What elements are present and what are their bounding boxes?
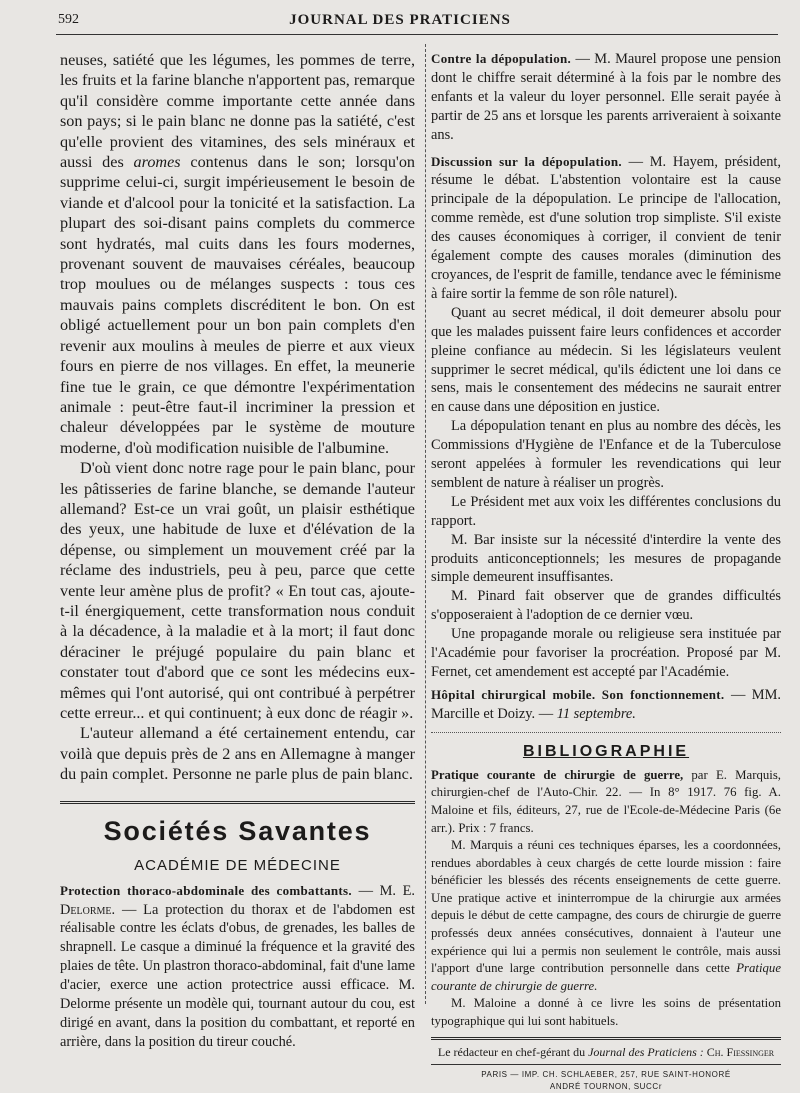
bibliography-rule (431, 732, 781, 733)
depopulation-paragraph (431, 50, 781, 145)
emphasis: aromes (133, 153, 181, 172)
text-run: neuses, satiété que les légumes, les pommes de terre, les fruits et la farine blanche n'apportent pas, remarque qu'il considère comme importante cette année dans son pays; si le pain blanc ne donne pas la satiété, c'est qu'elle provient des vitamines, des sels minéraux et aussi des (60, 51, 415, 172)
discussion-heading: Discussion sur la dépopulation. (431, 153, 622, 169)
text-run: — La protection du thorax et de l'abdomen est réalisable contre les éclats d'obus, de grenades, les balles de shrapnell. Le casque a diminué la fréquence et la gravité des plaies de tête. Un plastron thoraco-abdominal, fait d'une lame d'acier, exerce une action protectrice aussi efficace. M. Delorme présente un modèle qui, tournant autour du cou, est dirigé en avant, dans la position du combattant, et reporté en arrière, dans la position du tireur couché. (60, 901, 415, 1050)
text-run: — M. Hayem, président, résume le débat. L'abstention volontaire est la cause principale de la dépopulation. Le principe de l'allocation, comme remède, est d'une solution trop simpliste. S'il existe des causes économiques à corriger, il convient de tenir également compte des causes morales (diminution des croyances, de l'esprit de famille, tendance avec le féminisme à faire sortir la femme de son rôle naturel). (431, 153, 781, 302)
book-paragraph (431, 767, 781, 837)
page-number: 592 (58, 12, 79, 27)
book-title: Pratique courante de chirurgie de guerre, (431, 767, 684, 782)
header-rule (56, 34, 778, 35)
academie-title: ACADÉMIE DE MÉDECINE (134, 856, 341, 874)
text-run: Le rédacteur en chef-gérant du (437, 1044, 586, 1059)
propagande-paragraph: Une propagande morale ou religieuse sera instituée par l'Académie pour favoriser la procréation. Proposé par M. Fernet, cet amendement est accepté par l'Académie. (431, 626, 781, 680)
pinard-paragraph: M. Pinard fait observer que de grandes difficultés s'opposeraient à l'adoption de ce dernier vœu. (431, 588, 781, 624)
text-run: — MM. Marcille et Doizy. — (431, 686, 781, 722)
maloine-paragraph: M. Maloine a donné à ce livre les soins de présentation typographique qui lui sont habituels. (431, 996, 781, 1029)
discussion-paragraph (431, 153, 781, 304)
protection-paragraph: Protection thoraco-abdominale des combattants. — M. E. Delorme. — La protection du thorax et de l'abdomen est réalisable contre les éclats d'obus, de grenades, les balles de shrapnell. Le casque a diminué la fréquence et la gravité des plaies de tête. Un plastron thoraco-abdominal, fait d'une lame d'acier, exerce une action protectrice aussi efficace. M. Delorme présente un modèle qui, tournant autour du cou, est dirigé en avant, dans la position du combattant, et reporté en arrière, dans la position du tireur couché. (60, 882, 415, 1050)
hopital-paragraph (431, 686, 781, 724)
right-column (431, 50, 781, 1093)
bar-paragraph: M. Bar insiste sur la nécessité d'interdire la vente des produits anticonceptionnels; les mesures de propagande simple demeurent insuffisantes. (431, 531, 781, 586)
journal-title: JOURNAL DES PRATICIENS (289, 12, 511, 28)
emphasis: Pratique courante de chirurgie de guerre. (431, 961, 782, 993)
text-run: — M. Maurel propose une pension dont le chiffre serait déterminé à la fois par le nombre des enfants et la valeur du loyer personnel. Elle serait payée à partir de 25 ans et lorsque les parents arriveraient à soixante ans. (431, 51, 781, 143)
marquis-paragraph (431, 837, 781, 995)
hopital-date: 11 septembre. (556, 705, 636, 722)
editor-name: Ch. Fiessinger (706, 1044, 775, 1059)
societes-savantes-title: Sociétés Savantes (103, 815, 372, 846)
redacteur-line (431, 1044, 781, 1062)
journal-name: Journal des Praticiens : (588, 1044, 704, 1059)
footer-rule (431, 1037, 781, 1040)
hopital-heading: Hôpital chirurgical mobile. Son fonctionnement. (431, 686, 725, 702)
bread-paragraph-3: L'auteur allemand a été certainement entendu, car voilà que depuis près de 2 ans en Allemagne à manger du pain complet. Personne ne parle plus de pain blanc. (60, 724, 415, 784)
depopulation-heading: Contre la dépopulation. (431, 51, 572, 66)
protection-heading: Protection thoraco-abdominale des combattants. (60, 882, 352, 898)
bread-paragraph-1 (60, 50, 415, 458)
imprint-line-2: ANDRÉ TOURNON, SUCCr (549, 1082, 663, 1092)
bread-paragraph-2: D'où vient donc notre rage pour le pain blanc, pour les pâtisseries de farine blanche, se demande l'auteur allemand? Est-ce un vrai goût, un plaisir esthétique des yeux, une habitude de luxe et d'élévation de la dépense, ou simplement un mouvement créé par la réclame des industriels, peu à peu, parce que cette vente leur amène plus de profit? « En tout cas, ajoute-t-il énergiquement, cette transformation nous conduit à la décadence, à la maladie et à la mort; il faut donc déraciner le préjugé populaire du pain blanc et constater tout d'abord que ce sont les médecins eux-mêmes qui l'ont autorisé, qui ont contribué à perpétrer cette erreur... et qui continuent; à eux donc de réagir ». (60, 459, 415, 722)
page-header (0, 8, 800, 36)
protection-author: M. E. Delorme. (60, 882, 415, 918)
imprint-rule (431, 1064, 781, 1065)
section-rule (60, 801, 415, 804)
bibliographie-title: BIBLIOGRAPHIE (522, 742, 690, 760)
left-column (60, 50, 415, 1052)
column-divider (425, 44, 426, 1004)
president-paragraph: Le Président met aux voix les différentes conclusions du rapport. (431, 493, 781, 529)
secret-paragraph: Quant au secret médical, il doit demeurer absolu pour que les malades puissent faire leurs confidences et accorder pleine confiance au médecin. Si les législateurs veulent supprimer le secret médical, qu'ils édictent une loi dans ce sens, mais le consentement des médecins ne saurait entrer en cause dans une déposition en justice. (431, 304, 781, 416)
imprint-line-1: PARIS — IMP. CH. SCHLAEBER, 257, RUE SAINT-HONORÉ (481, 1070, 731, 1080)
text-run: contenus dans le son; lorsqu'on supprime celui-ci, surgit impérieusement le besoin de viande et d'alcool pour la tonicité et la satisfaction. La plupart des soi-disant pains complets du commerce sont hydratés, mal cuits dans les fours modernes, provenant souvent de mauvaises céréales, beaucoup trop moulues ou de mélanges suspects : tous ces mauvais pains complets discréditent le bon. On est obligé actuellement pour un bon pain complets d'en revenir aux moulins à meules de pierre et aux vieux fours en pierre de nos villages. En effet, la meunerie fine tue le grain, ce que démontre l'expérimentation animale : peut-être faut-il incriminer la pression et chaleur développées par le système de mouture moderne, d'où modification nuisible de l'albumine. (60, 153, 416, 457)
depopulation-2-paragraph: La dépopulation tenant en plus au nombre des décès, les Commissions d'Hygiène de l'Enfance et de la Tuberculose seront appelées à formuler les revendications qui leur semblent de nature à réaliser un progrès. (431, 418, 781, 491)
text-run: par E. Marquis, chirurgien-chef de l'Auto-Chir. 22. — In 8° 1917. 76 fig. A. Maloine et fils, éditeurs, 27, rue de l'Ecole-de-Médecine Paris (6e arr.). Prix : 7 francs. (431, 767, 782, 835)
text-run: M. Marquis a réuni ces techniques éparses, les a coordonnées, rendues abordables à ceux chargés de cette lourde mission : faire bénéficier les blessés des récents enseignements de cette guerre. Une pratique active et ininterrompue de la chirurgie aux armées depuis le début de cette campagne, des cours de chirurgie de guerre professés deux années consécutives, donnaient à l'auteur une expérience qui lui a permis non seulement le contrôle, mais aussi l'apport d'une large contribution personnelle dans cette (431, 838, 781, 976)
